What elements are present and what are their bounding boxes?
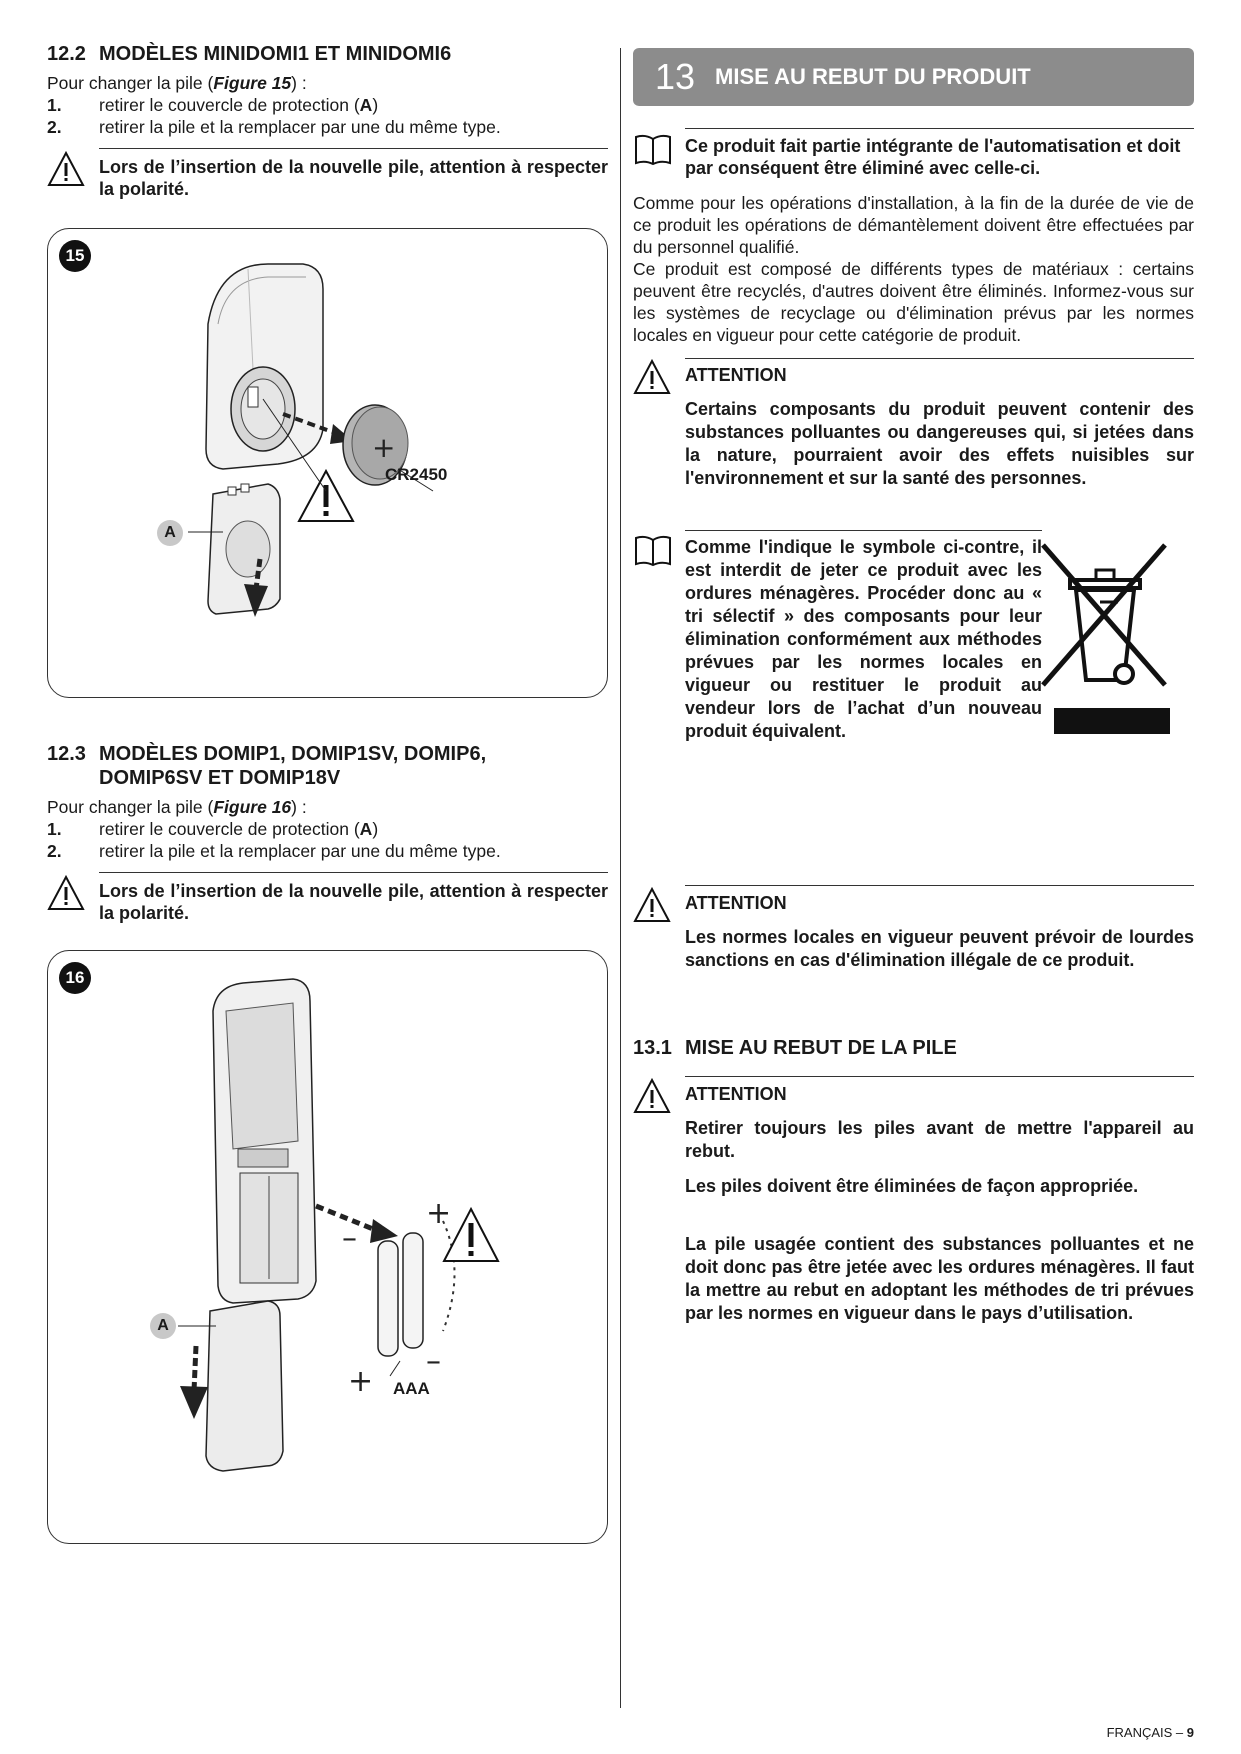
divider xyxy=(99,872,608,873)
step-2 xyxy=(47,116,608,138)
page-number: 9 xyxy=(1186,1725,1194,1740)
warning-icon xyxy=(633,1078,671,1114)
battery-label: AAA xyxy=(393,1379,430,1398)
warning-icon xyxy=(47,875,85,911)
attention-title: ATTENTION xyxy=(685,893,787,913)
paragraph: Ce produit est composé de différents types de matériaux : certains peuvent être recyclés, d'autres doivent être éliminés. Informez-vous sur les systèmes de recyclage ou d'élimination prévus par les normes locales en vigueur pour cette catégorie de produit. xyxy=(633,259,1194,345)
part-label: A xyxy=(150,1313,176,1339)
step-text: retirer le couvercle de protection ( xyxy=(99,819,360,839)
manual-book-icon xyxy=(633,534,673,568)
warning-icon xyxy=(633,887,671,923)
warning-text: Lors de l’insertion de la nouvelle pile, attention à respecter la polarité. xyxy=(99,881,608,923)
svg-text:+: + xyxy=(426,1196,452,1231)
attention-text: La pile usagée contient des substances polluantes et ne doit donc pas être jetée avec les ordures ménagères. Il faut la mettre au rebut en adoptant les méthodes de tri prévues par les normes en vigueur dans le pays d’utilisation. xyxy=(685,1234,1194,1323)
step-number: 1. xyxy=(47,819,62,839)
attention-text: Retirer toujours les piles avant de mettre l'appareil au rebut. xyxy=(685,1118,1194,1161)
manual-book-icon xyxy=(633,133,673,167)
step-text: retirer la pile et la remplacer par une du même type. xyxy=(99,117,501,137)
svg-text:–: – xyxy=(342,1221,357,1256)
weee-note-text: Comme l'indique le symbole ci-contre, il est interdit de jeter ce produit avec les ordures ménagères. Procéder donc au « tri sélectif » des composants pour leur élimination conformément aux méthodes prévues par les normes locales en vigueur ou restituer le produit au vendeur lors de l’achat d’un nouveau produit équivalent. xyxy=(685,537,1042,741)
intro-text xyxy=(47,72,608,94)
warning-icon xyxy=(633,359,671,395)
attention-title: ATTENTION xyxy=(685,1084,787,1104)
section-title-line2: DOMIP6SV ET DOMIP18V xyxy=(99,767,341,789)
intro-text xyxy=(47,796,608,818)
step-text-post: ) xyxy=(372,95,379,115)
warning-text: Lors de l’insertion de la nouvelle pile, attention à respecter la polarité. xyxy=(99,157,608,199)
step-1 xyxy=(47,818,608,840)
divider xyxy=(685,128,1194,129)
chapter-number: 13 xyxy=(655,56,696,97)
chapter-title: MISE AU REBUT DU PRODUIT xyxy=(715,64,1031,89)
svg-text:+: + xyxy=(372,431,396,464)
weee-bin-icon xyxy=(1038,540,1170,740)
section-title: MISE AU REBUT DE LA PILE xyxy=(685,1037,957,1059)
attention-text: Certains composants du produit peuvent contenir des substances polluantes ou dangereuses qui, si jetées dans la nature, pourraient avoir des effets nuisibles sur l'environnement et sur la santé des personnes. xyxy=(685,399,1194,488)
footer-language: FRANÇAIS – xyxy=(1106,1725,1187,1740)
divider xyxy=(99,148,608,149)
divider xyxy=(685,885,1194,886)
intro-pre: Pour changer la pile ( xyxy=(47,797,214,817)
section-12-2-heading xyxy=(47,42,608,66)
divider xyxy=(685,530,1042,531)
figure-15 xyxy=(47,228,608,698)
section-12-3-heading xyxy=(47,742,608,790)
step-key: A xyxy=(359,95,373,115)
section-number: 12.3 xyxy=(47,743,86,765)
figure-badge: 15 xyxy=(59,240,91,272)
svg-text:+: + xyxy=(348,1364,374,1399)
step-text-post: ) xyxy=(372,819,379,839)
step-number: 1. xyxy=(47,95,62,115)
step-number: 2. xyxy=(47,117,62,137)
attention-text: Les normes locales en vigueur peuvent prévoir de lourdes sanctions en cas d'élimination illégale de ce produit. xyxy=(685,927,1194,970)
section-title: MODÈLES MINIDOMI1 ET MINIDOMI6 xyxy=(99,43,452,65)
step-number: 2. xyxy=(47,841,62,861)
figure-ref: Figure 15 xyxy=(213,73,292,93)
section-13-1-heading xyxy=(633,1036,1194,1060)
intro-pre: Pour changer la pile ( xyxy=(47,73,214,93)
section-number: 12.2 xyxy=(47,43,86,65)
step-1 xyxy=(47,94,608,116)
divider xyxy=(685,358,1194,359)
figure-ref: Figure 16 xyxy=(213,797,292,817)
figure-badge: 16 xyxy=(59,962,91,994)
intro-post: ) : xyxy=(291,797,307,817)
battery-label: CR2450 xyxy=(385,465,448,484)
note-text: Ce produit fait partie intégrante de l'automatisation et doit par conséquent être éliminé avec celle-ci. xyxy=(685,136,1181,178)
step-2 xyxy=(47,840,608,862)
page-footer xyxy=(1107,1725,1194,1740)
section-number: 13.1 xyxy=(633,1037,672,1059)
attention-text: Les piles doivent être éliminées de façon appropriée. xyxy=(685,1176,1139,1196)
intro-post: ) : xyxy=(291,73,307,93)
step-text: retirer le couvercle de protection ( xyxy=(99,95,360,115)
warning-icon xyxy=(47,151,85,187)
figure-16 xyxy=(47,950,608,1544)
paragraph: Comme pour les opérations d'installation, à la fin de la durée de vie de ce produit les opérations de démantèlement doivent être effectuées par du personnel qualifié. xyxy=(633,193,1194,257)
remote-battery-illustration xyxy=(48,229,607,697)
attention-title: ATTENTION xyxy=(685,365,787,385)
svg-text:–: – xyxy=(426,1344,441,1379)
step-text: retirer la pile et la remplacer par une du même type. xyxy=(99,841,501,861)
column-divider xyxy=(620,48,621,1708)
step-key: A xyxy=(359,819,373,839)
part-label: A xyxy=(157,520,183,546)
chapter-banner xyxy=(633,48,1194,106)
section-title: MODÈLES DOMIP1, DOMIP1SV, DOMIP6, xyxy=(99,743,487,765)
divider xyxy=(685,1076,1194,1077)
remote-aaa-illustration xyxy=(48,951,607,1543)
